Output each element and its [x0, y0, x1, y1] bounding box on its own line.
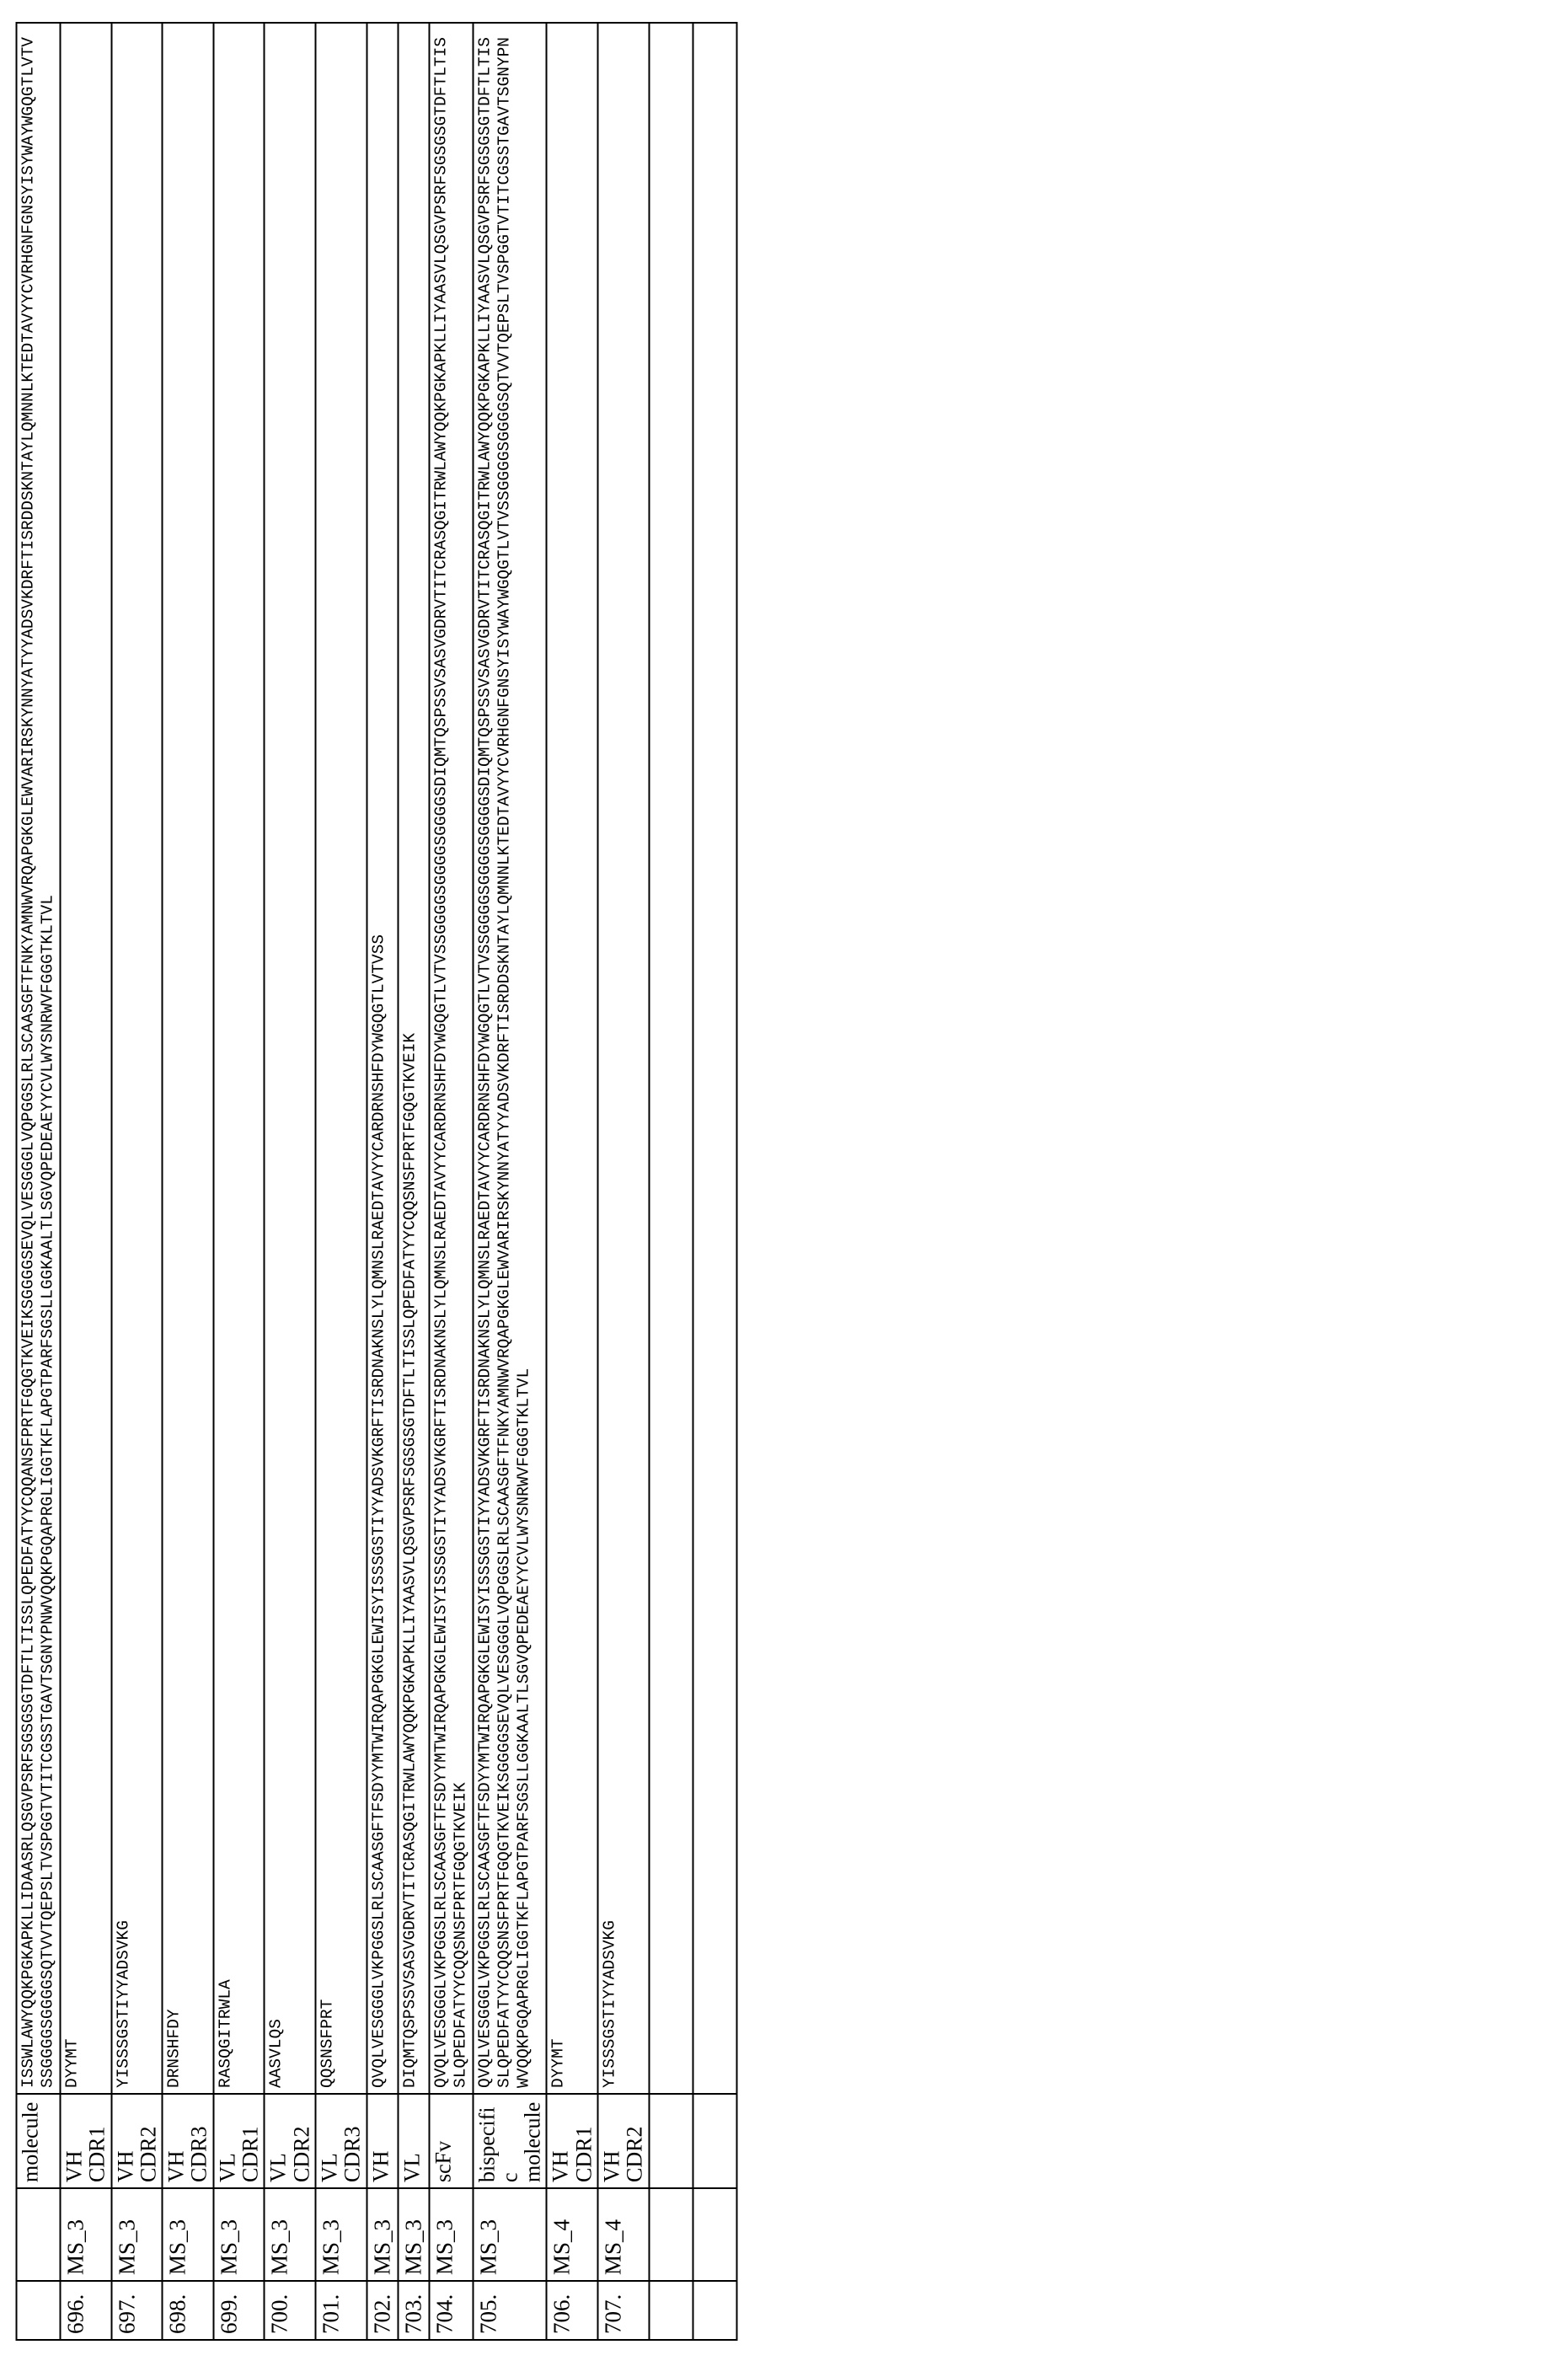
row-number: 701.	[315, 2281, 367, 2340]
table-row	[315, 23, 367, 2340]
row-sequence: YISSSGSTIYYADSVKG	[597, 23, 649, 2094]
table-row	[429, 23, 473, 2340]
row-identifier: MS_3	[398, 2188, 429, 2281]
row-sequence: QVQLVESGGGLVKPGGSLRLSCAASGFTFSDYYMTWIRQAPGKGLEWISYISSSGSTIYYADSVKGRFTISRDNAKNSLYLQMNSLRAEDTAVYYCARDRNSHFDYWGQGTLVTVSS	[367, 23, 398, 2094]
row-identifier: MS_3	[315, 2188, 367, 2281]
row-identifier: MS_3	[162, 2188, 213, 2281]
row-sequence: DRNSHFDY	[162, 23, 213, 2094]
row-sequence: YISSSGSTIYYADSVKG	[111, 23, 163, 2094]
row-number: 700.	[264, 2281, 315, 2340]
row-number	[16, 2281, 60, 2340]
table-row	[367, 23, 398, 2340]
row-sequence	[693, 23, 736, 2094]
row-number: 703.	[398, 2281, 429, 2340]
row-molecule-type: VH CDR2	[597, 2094, 649, 2188]
table-row	[473, 23, 547, 2340]
row-sequence: DYYMT	[60, 23, 111, 2094]
row-number	[693, 2281, 736, 2340]
row-number: 698.	[162, 2281, 213, 2340]
table-row	[398, 23, 429, 2340]
row-number: 702.	[367, 2281, 398, 2340]
row-identifier: MS_3	[111, 2188, 163, 2281]
table-row	[162, 23, 213, 2340]
row-molecule-type: VL CDR1	[213, 2094, 265, 2188]
row-molecule-type: VL CDR3	[315, 2094, 367, 2188]
row-molecule-type	[649, 2094, 693, 2188]
row-identifier: MS_3	[367, 2188, 398, 2281]
row-number: 705.	[473, 2281, 547, 2340]
table-row	[264, 23, 315, 2340]
row-sequence: QVQLVESGGGLVKPGGSLRLSCAASGFTFSDYYMTWIRQAPGKGLEWISYISSSGSTIYYADSVKGRFTISRDNAKNSLYLQMNSLRAEDTAVYYCARDRNSHFDYWGQGTLVTVSSGGGGSGGGGSGGGGSDIQMTQSPSSVSASVGDRVTITCRASQGITRWLAWYQQKPGKAPKLLIYAASVLQSGVPSRFSGSGSGTDFTLTISSLQPEDFATYYCQQSNSFPRTFGQGTKVEIK	[429, 23, 473, 2094]
row-identifier: MS_3	[264, 2188, 315, 2281]
table-row	[213, 23, 265, 2340]
row-molecule-type: VH CDR1	[546, 2094, 597, 2188]
row-sequence: AASVLQS	[264, 23, 315, 2094]
row-sequence	[649, 23, 693, 2094]
row-number	[649, 2281, 693, 2340]
row-identifier: MS_3	[213, 2188, 265, 2281]
row-molecule-type: VH	[367, 2094, 398, 2188]
row-number: 697.	[111, 2281, 163, 2340]
row-molecule-type: VL	[398, 2094, 429, 2188]
row-sequence: RASQGITRWLA	[213, 23, 265, 2094]
row-identifier: MS_4	[546, 2188, 597, 2281]
row-number: 699.	[213, 2281, 265, 2340]
row-identifier	[693, 2188, 736, 2281]
row-sequence: QVQLVESGGGLVKPGGSLRLSCAASGFTFSDYYMTWIRQAPGKGLEWISYISSSGSTIYYADSVKGRFTISRDNAKNSLYLQMNSLRAEDTAVYYCARDRNSHFDYWGQGTLVTVSSGGGGSGGGGSGGGGSDIQMTQSPSSVSASVGDRVTITCRASQGITRWLAWYQQKPGKAPKLLIYAASVLQSGVPSRFSGSGSGTDFTLTISSLQPEDFATYYCQQSNSFPRTFGQGTKVEIKSGGGGSEVQLVESGGGLVQPGGSLRLSCAASGFTFNKYAMNWVRQAPGKGLEWVARIRSKYNNYATYYADSVKDRFTISRDDSKNTAYLQMNNLKTEDTAVYYCVRHGNFGNSYISYWAYWGQGTLVTVSSGGGGSGGGGSQTVVTQEPSLTVSPGGTVTITCGSSTGAVTSGNYPNWVQQKPGQAPRGLIGGTKFLAPGTPARFSGSLLGGKAALTLSGVQPEDEAEYYCVLWYSNRWVFGGGTKLTVL	[473, 23, 547, 2094]
row-molecule-type: VH CDR3	[162, 2094, 213, 2188]
table-row	[111, 23, 163, 2340]
table-row	[649, 23, 693, 2340]
row-number: 707.	[597, 2281, 649, 2340]
table-row	[546, 23, 597, 2340]
row-molecule-type: scFv	[429, 2094, 473, 2188]
row-identifier: MS_3	[429, 2188, 473, 2281]
row-molecule-type	[693, 2094, 736, 2188]
row-sequence: QQSNSFPRT	[315, 23, 367, 2094]
row-molecule-type: VH CDR2	[111, 2094, 163, 2188]
table-row	[60, 23, 111, 2340]
row-identifier	[649, 2188, 693, 2281]
row-molecule-type: bispecific molecule	[473, 2094, 547, 2188]
row-identifier: MS_3	[60, 2188, 111, 2281]
row-number: 706.	[546, 2281, 597, 2340]
table-row	[16, 23, 60, 2340]
row-number: 704.	[429, 2281, 473, 2340]
row-sequence: DIQMTQSPSSVSASVGDRVTITCRASQGITRWLAWYQQKPGKAPKLLIYAASVLQSGVPSRFSGSGSGTDFTLTISSLQPEDFATYYCQQSNSFPRTFGQGTKVEIK	[398, 23, 429, 2094]
row-identifier	[16, 2188, 60, 2281]
table-row	[693, 23, 736, 2340]
row-molecule-type: VH CDR1	[60, 2094, 111, 2188]
row-identifier: MS_4	[597, 2188, 649, 2281]
table-row	[597, 23, 649, 2340]
row-number: 696.	[60, 2281, 111, 2340]
header-sequence: ISSWLAWYQQKPGKAPKLLIDAASRLQSGVPSRFSGSGSGTDFTLTISSLQPEDFATYYCQQANSFPRTFGQGTKVEIKSGGGGSEVQLVESGGGLVQPGGSLRLSCAASGFTFNKYAMNWVRQAPGKGLEWVARIRSKYNNYATYYADSVKDRFTISRDDSKNTAYLQMNNLKTEDTAVYYCVRHGNFGNSYISYWAYWGQGTLVTVSSGGGGSGGGGSQTVVTQEPSLTVSPGGTVTITCGSSTGAVTSGNYPNWVQQKPGQAPRGLIGGTKFLAPGTPARFSGSLLGGKAALTLSGVQPEDEAEYYCVLWYSNRWVFGGGTKLTVL	[16, 23, 60, 2094]
row-sequence: DYYMT	[546, 23, 597, 2094]
sequence-table	[15, 22, 737, 2341]
row-identifier: MS_3	[473, 2188, 547, 2281]
row-molecule-type: VL CDR2	[264, 2094, 315, 2188]
row-molecule-type: molecule	[16, 2094, 60, 2188]
